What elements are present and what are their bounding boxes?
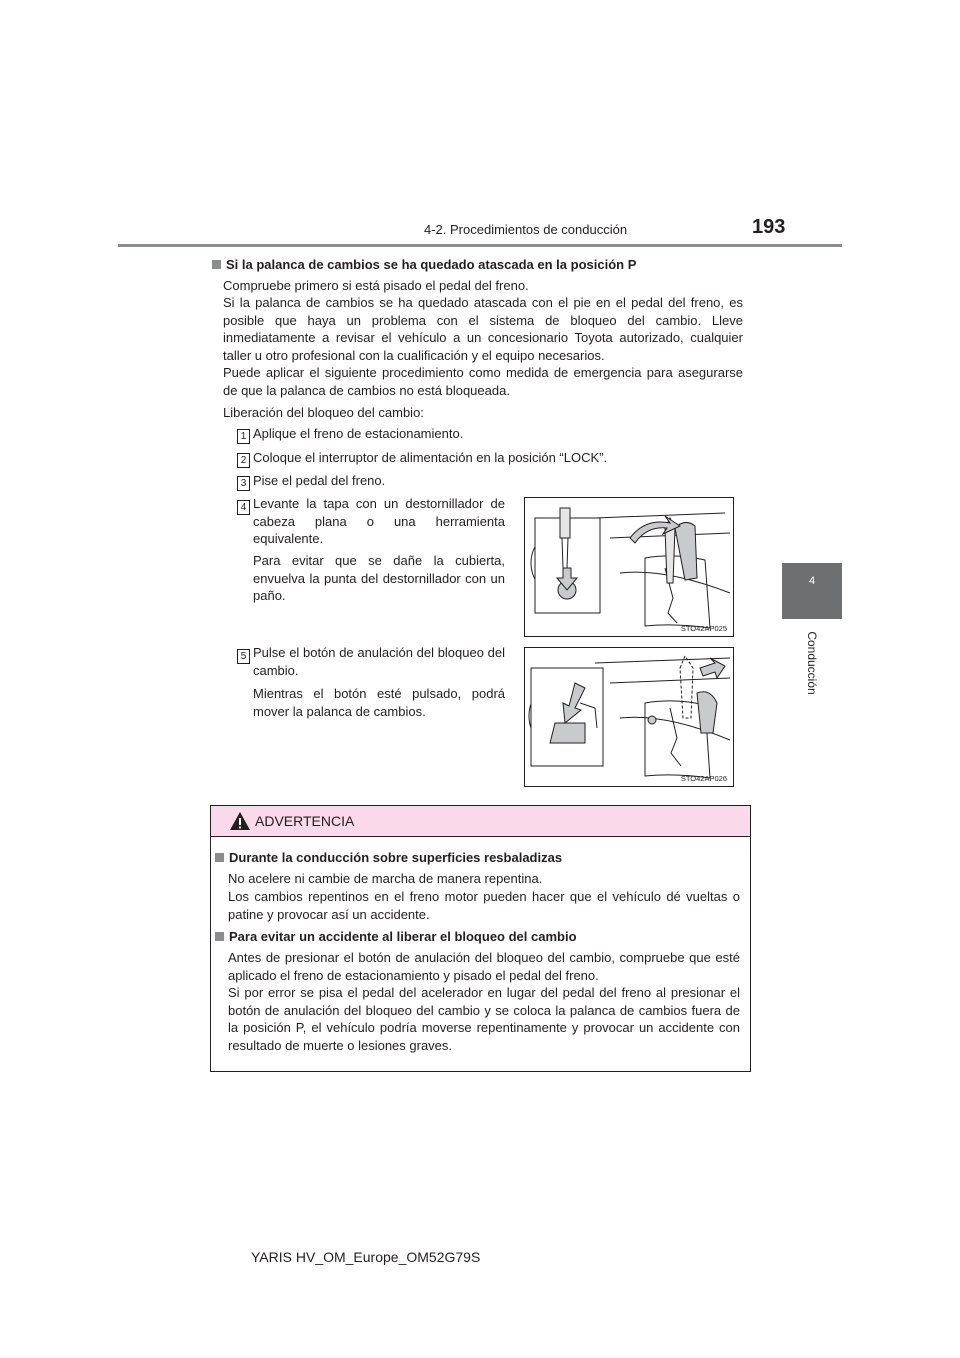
section-title: 4-2. Procedimientos de conducción — [424, 222, 628, 237]
step-number: 4 — [237, 500, 250, 515]
warning-triangle-icon — [229, 811, 251, 831]
main-heading: Si la palanca de cambios se ha quedado atascada en la posición P — [212, 256, 752, 274]
figure-code: STO42AP026 — [680, 774, 727, 783]
warning-title: ADVERTENCIA — [255, 813, 355, 829]
step-1: 1 Aplique el freno de estacionamiento. — [237, 425, 737, 444]
figure-shift-lock-release — [524, 647, 734, 787]
warning-heading-1: Durante la conducción sobre superficies resbaladizas — [215, 849, 745, 867]
chapter-number: 4 — [808, 575, 816, 587]
figure-code: STO42AP025 — [680, 624, 727, 633]
shift-lever-cover-illustration — [525, 498, 733, 636]
step-2: 2 Coloque el interruptor de alimentación en la posición “LOCK”. — [237, 449, 737, 468]
square-bullet-icon — [215, 853, 224, 862]
paragraph-1: Compruebe primero si está pisado el pedal del freno. — [223, 278, 529, 293]
step-5-text: Pulse el botón de anulación del bloqueo del cambio. — [253, 645, 505, 678]
step-number: 5 — [237, 649, 250, 664]
step-4-note: Para evitar que se dañe la cubierta, envuelva la punta del destornillador con un paño. — [253, 553, 505, 603]
warning-2-p2: Si por error se pisa el pedal del acelerador en lugar del pedal del freno al presionar el botón de anulación del bloqueo del cambio y se coloca la palanca de cambios fuera de la posición P, el vehículo podría moverse repentinamente y provocar un accidente con resultado de muerte o lesiones graves. — [228, 985, 740, 1053]
page-number: 193 — [752, 216, 786, 238]
step-number: 3 — [237, 476, 250, 491]
footer-document-id: YARIS HV_OM_Europe_OM52G79S — [251, 1249, 481, 1265]
warning-box — [210, 805, 751, 1072]
warning-header — [211, 806, 750, 837]
paragraph-3: Puede aplicar el siguiente procedimiento como medida de emergencia para asegurarse de que la palanca de cambios no está bloqueada. — [223, 365, 743, 398]
shift-lock-button-illustration — [525, 648, 733, 786]
step-5-number-wrap — [237, 645, 253, 664]
warning-1-p2: Los cambios repentinos en el freno motor pueden hacer que el vehículo dé vueltas o patine y provocar así un accidente. — [228, 889, 740, 922]
step-3: 3 Pise el pedal del freno. — [237, 472, 737, 491]
step-4-number-wrap — [237, 496, 253, 515]
step-number: 2 — [237, 453, 250, 468]
step-4-text: Levante la tapa con un destornillador de cabeza plana o una herramienta equivalente. — [253, 496, 505, 546]
warning-1-p1: No acelere ni cambie de marcha de manera repentina. — [228, 871, 543, 886]
paragraph-2: Si la palanca de cambios se ha quedado atascada con el pie en el pedal del freno, es posible que haya un problema con el sistema de bloqueo del cambio. Lleve inmediatamente a revisar el vehículo a un concesionario Toyota autorizado, cualquier taller u otro profesional con la cualificación y el equipo necesarios. — [223, 295, 743, 363]
step-number: 1 — [237, 429, 250, 444]
square-bullet-icon — [212, 260, 221, 269]
header-rule — [118, 244, 842, 247]
step-5-note: Mientras el botón esté pulsado, podrá mover la palanca de cambios. — [253, 686, 505, 719]
square-bullet-icon — [215, 932, 224, 941]
warning-2-p1: Antes de presionar el botón de anulación del bloqueo del cambio, compruebe que esté aplicado el freno de estacionamiento y pisado el pedal del freno. — [228, 950, 740, 983]
warning-heading-2: Para evitar un accidente al liberar el bloqueo del cambio — [215, 928, 745, 946]
steps-intro: Liberación del bloqueo del cambio: — [223, 405, 424, 420]
figure-screwdriver-cover — [524, 497, 734, 637]
chapter-label: Conducción — [805, 631, 819, 695]
